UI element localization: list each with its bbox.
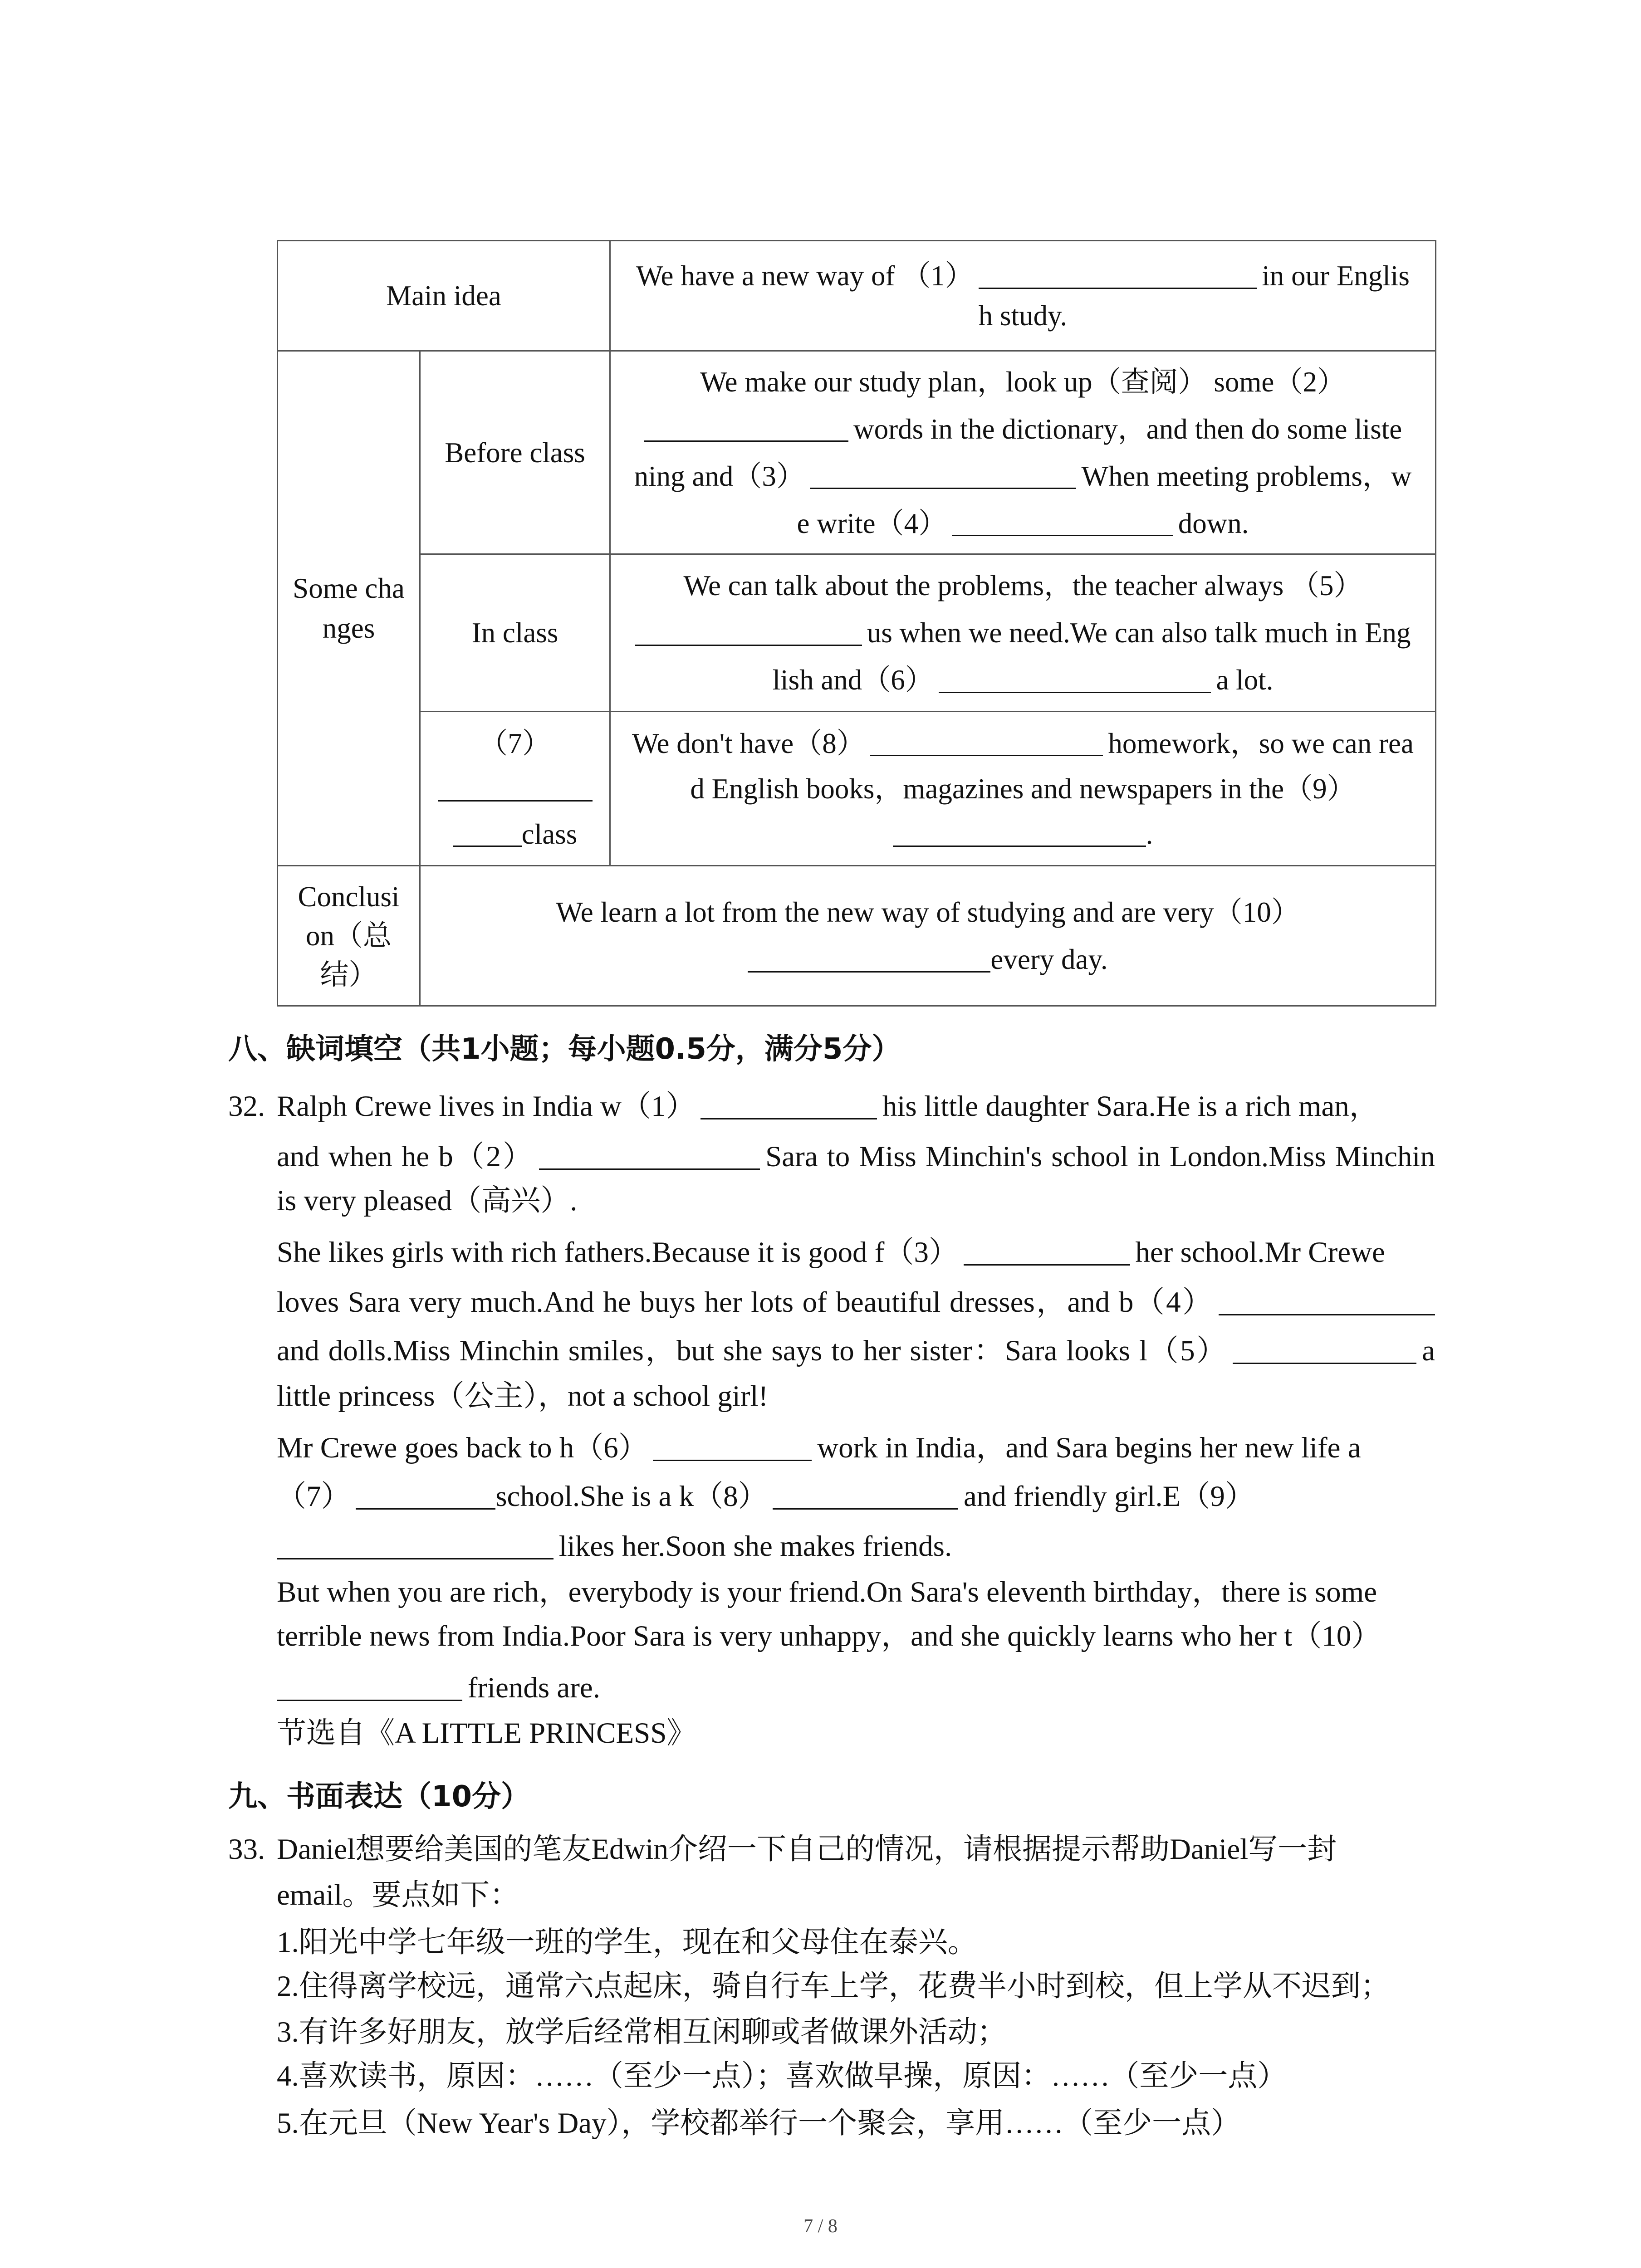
prompt-point: 5.在元旦（New Year's Day），学校都举行一个聚会，享用……（至少一点） — [277, 2107, 1241, 2140]
passage-text: likes her.Soon she makes friends. — [558, 1530, 952, 1563]
passage-line — [277, 1613, 1381, 1659]
cell-text: When meeting problems，w — [1081, 460, 1412, 492]
passage-line — [277, 1524, 952, 1569]
cell-text: ning and（3） — [634, 460, 805, 492]
cell-text: d English books，magazines and newspapers in the（9） — [690, 772, 1356, 805]
cell-line — [618, 562, 1428, 609]
passage-text: terrible news from India.Poor Sara is very unhappy，and she quickly learns who her t（10） — [277, 1620, 1381, 1652]
conclusion-label: Conclusi — [298, 881, 400, 913]
cell-line — [618, 811, 1428, 857]
cell-text: We learn a lot from the new way of studying and are very（10） — [556, 896, 1300, 928]
passage-line — [277, 1328, 1435, 1374]
answer-blank-2 — [644, 418, 848, 442]
passage-text: 节选自《A LITTLE PRINCESS》 — [277, 1717, 696, 1750]
question-number-33: 33. — [228, 1833, 265, 1866]
passage-text: loves Sara very much.And he buys her lots of beautiful dresses，and b（4） — [277, 1286, 1214, 1319]
passage-text: and dolls.Miss Minchin smiles，but she says to her sister：Sara looks l（5） — [277, 1334, 1228, 1367]
passage-line — [277, 1425, 1361, 1471]
cell-text: a lot. — [1216, 664, 1274, 696]
cell-line — [428, 936, 1428, 983]
cell-text: lish and（6） — [772, 664, 934, 696]
cell-line — [618, 656, 1428, 704]
passage-line — [277, 1134, 1435, 1179]
passage-line — [277, 1280, 1435, 1325]
page-number: 7 / 8 — [803, 2216, 838, 2237]
cell-text: e write（4） — [797, 507, 947, 539]
passage-text: She likes girls with rich fathers.Because it is good f（3） — [277, 1236, 958, 1269]
prompt-point: 4.喜欢读书，原因：……（至少一点）；喜欢做早操，原因：……（至少一点） — [277, 2060, 1287, 2092]
passage-line — [277, 1178, 578, 1223]
passage-text: a — [1422, 1334, 1435, 1367]
cloze-blank-8 — [773, 1485, 958, 1510]
row-7-label-number: （7） — [479, 727, 551, 759]
cell-text: h study. — [978, 300, 1068, 332]
answer-blank-5 — [635, 621, 862, 645]
cell-text: in our Englis — [1262, 260, 1410, 292]
passage-text: Ralph Crewe lives in India w（1） — [277, 1090, 696, 1123]
answer-blank-9 — [893, 823, 1146, 847]
some-changes-label-cell — [278, 351, 420, 866]
section-9-heading: 九、书面表达（10分） — [228, 1780, 530, 1813]
cloze-blank-6 — [653, 1436, 812, 1461]
some-changes-label: nges — [322, 612, 375, 644]
question-number-32: 32. — [228, 1090, 265, 1123]
cloze-blank-5 — [1233, 1339, 1416, 1364]
passage-text: her school.Mr Crewe — [1135, 1236, 1385, 1269]
prompt-point: 2.住得离学校远，通常六点起床，骑自行车上学，花费半小时到校，但上学从不迟到； — [277, 1970, 1390, 2003]
cell-line — [618, 406, 1428, 453]
summary-table — [277, 240, 1436, 1007]
cell-line — [428, 889, 1428, 936]
passage-text: But when you are rich，everybody is your friend.On Sara's eleventh birthday，there is some — [277, 1576, 1377, 1608]
cell-line — [618, 500, 1428, 547]
cell-text: us when we need.We can also talk much in Eng — [867, 617, 1411, 649]
cell-line — [618, 358, 1428, 406]
in-class-content-cell — [610, 554, 1436, 712]
main-idea-label: Main idea — [386, 280, 501, 312]
cell-line — [618, 609, 1428, 656]
answer-blank-8 — [870, 732, 1103, 756]
cell-text: We can talk about the problems，the teacher always （5） — [683, 570, 1362, 601]
table-row-main-idea — [278, 241, 1436, 351]
cell-line — [618, 721, 1428, 766]
answer-blank-4 — [952, 512, 1173, 536]
prompt-line: email。要点如下： — [277, 1879, 519, 1911]
passage-text: friends are. — [467, 1672, 601, 1704]
table-row-in-class — [278, 554, 1436, 712]
prompt-line: Daniel想要给美国的笔友Edwin介绍一下自己的情况，请根据提示帮助Daniel写一封 — [277, 1833, 1337, 1866]
passage-text: （7） — [277, 1480, 351, 1513]
row-7-label-cell — [420, 712, 610, 866]
conclusion-label: on（总 — [306, 920, 392, 952]
cell-line — [618, 766, 1428, 811]
prompt-point: 1.阳光中学七年级一班的学生，现在和父母住在泰兴。 — [277, 1926, 977, 1959]
answer-blank-6 — [939, 669, 1211, 693]
cell-text: We have a new way of （1） — [636, 260, 974, 292]
cell-line — [618, 453, 1428, 500]
passage-text: work in India，and Sara begins her new life a — [817, 1432, 1361, 1464]
answer-blank-3 — [810, 465, 1076, 489]
cloze-blank-4 — [1219, 1290, 1435, 1315]
cell-line — [618, 256, 1428, 296]
passage-line — [277, 1374, 768, 1419]
passage-line — [277, 1084, 1379, 1129]
cloze-blank-2 — [539, 1145, 760, 1170]
cloze-blank-7 — [356, 1485, 495, 1510]
prompt-point: 3.有许多好朋友，放学后经常相互闲聊或者做课外活动； — [277, 2016, 1007, 2048]
passage-text: and when he b（2） — [277, 1140, 534, 1173]
before-class-label: Before class — [445, 436, 585, 469]
cell-line — [428, 811, 602, 857]
cell-text: down. — [1178, 507, 1249, 539]
cell-text: homework，so we can rea — [1108, 727, 1414, 759]
answer-blank-1 — [979, 264, 1257, 288]
answer-blank-7-continued — [453, 823, 522, 847]
passage-source — [277, 1711, 696, 1756]
section-8-heading: 八、缺词填空（共1小题；每小题0.5分，满分5分） — [228, 1032, 901, 1066]
passage-text: is very pleased（高兴）. — [277, 1184, 578, 1217]
answer-blank-10 — [748, 948, 990, 972]
passage-text: little princess（公主），not a school girl! — [277, 1380, 769, 1413]
cell-text: We make our study plan，look up（查阅） some（2） — [700, 366, 1346, 398]
cloze-blank-3 — [964, 1241, 1130, 1266]
table-row-before-class — [278, 351, 1436, 554]
cell-text: . — [1146, 818, 1153, 850]
passage-text: and friendly girl.E（9） — [964, 1480, 1254, 1513]
main-idea-label-cell — [278, 241, 610, 351]
cell-line — [428, 766, 602, 811]
cloze-blank-10 — [277, 1676, 462, 1701]
main-idea-content-cell — [610, 241, 1436, 351]
row-7-content-cell — [610, 712, 1436, 866]
table-row-conclusion — [278, 866, 1436, 1006]
passage-text: his little daughter Sara.He is a rich man， — [882, 1090, 1379, 1123]
passage-line — [277, 1569, 1377, 1615]
in-class-label-cell — [420, 554, 610, 712]
passage-line — [277, 1230, 1385, 1275]
cell-line — [618, 296, 1428, 336]
cell-text: We don't have（8） — [632, 727, 865, 759]
conclusion-label: 结） — [320, 959, 377, 991]
cloze-blank-1 — [700, 1095, 877, 1119]
cell-text: words in the dictionary，and then do some liste — [853, 413, 1402, 445]
before-class-label-cell — [420, 351, 610, 554]
before-class-content-cell — [610, 351, 1436, 554]
cell-text: every day. — [990, 943, 1108, 975]
passage-text: Mr Crewe goes back to h（6） — [277, 1432, 648, 1464]
in-class-label: In class — [471, 617, 558, 649]
passage-text: Sara to Miss Minchin's school in London.Miss Minchin — [765, 1140, 1435, 1173]
passage-line — [277, 1665, 600, 1711]
table-row-7 — [278, 712, 1436, 866]
answer-blank-7 — [438, 777, 593, 802]
conclusion-content-cell — [420, 866, 1436, 1006]
cloze-blank-9 — [277, 1535, 554, 1559]
some-changes-label: Some cha — [293, 572, 405, 604]
conclusion-label-cell — [278, 866, 420, 1006]
passage-text: school.She is a k（8） — [495, 1480, 768, 1513]
passage-line — [277, 1474, 1254, 1519]
row-7-label-word: class — [521, 818, 578, 850]
